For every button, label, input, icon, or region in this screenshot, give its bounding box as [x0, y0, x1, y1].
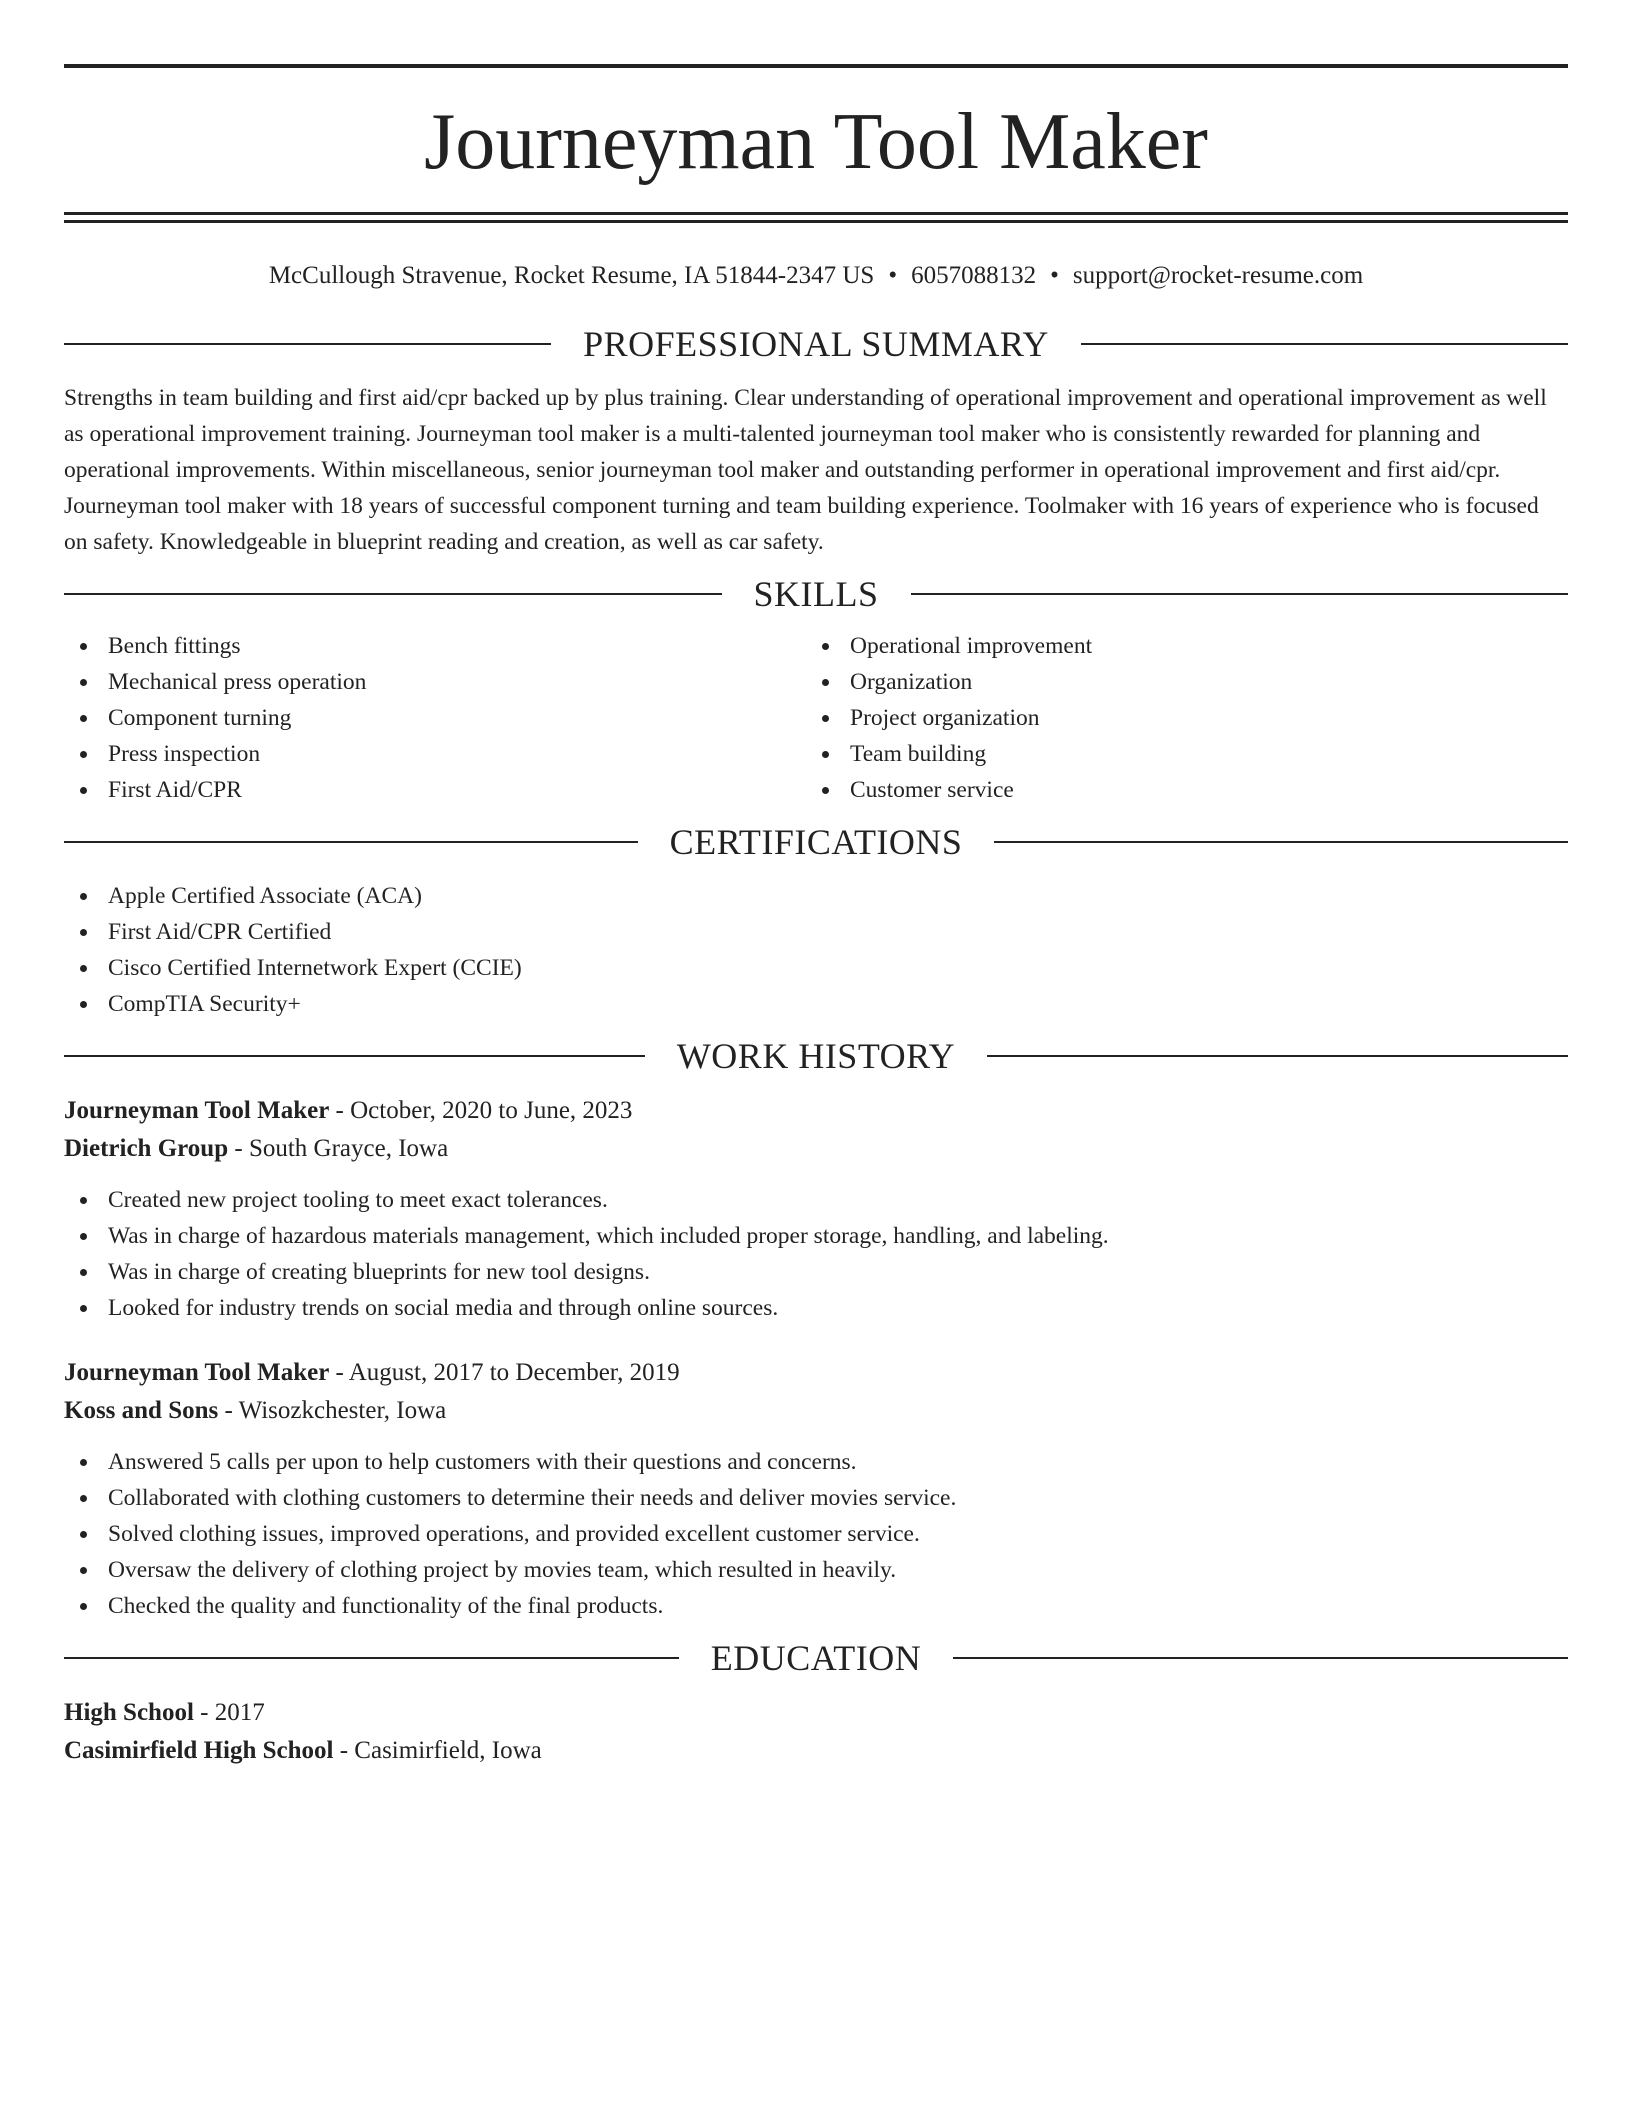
summary-heading: [64, 326, 1568, 362]
dash: -: [193, 1699, 215, 1726]
skills-grid: [64, 628, 1568, 808]
dash: -: [329, 1097, 351, 1124]
heading-rule: [64, 841, 638, 843]
heading-rule: [64, 1055, 645, 1057]
job-company: Dietrich Group: [64, 1135, 229, 1162]
certifications-heading-label: CERTIFICATIONS: [669, 822, 963, 862]
title-double-rule: [64, 212, 1568, 223]
job-company-line: [64, 1392, 1568, 1430]
skill-item: Operational improvement: [806, 628, 1548, 664]
skill-item: Customer service: [806, 772, 1548, 808]
job-bullet: Was in charge of creating blueprints for new tool designs.: [64, 1254, 1568, 1290]
summary-text: Strengths in team building and first aid/cpr backed up by plus training. Clear understanding of operational improvement and operational improvement as well as operational improvement training. Journeyman tool maker is a multi-talented journeyman tool maker who is consistently rewarded for planning and operational improvements. Within miscellaneous, senior journeyman tool maker and outstanding performer in operational improvement and first aid/cpr. Journeyman tool maker with 18 years of successful component turning and team building experience. Toolmaker with 16 years of experience who is focused on safety. Knowledgeable in blueprint reading and creation, as well as car safety.: [64, 385, 1547, 555]
work-heading: [64, 1038, 1568, 1074]
contact-separator: •: [888, 262, 898, 289]
heading-rule: [1081, 343, 1568, 345]
skill-item: Bench fittings: [64, 628, 806, 664]
dash: -: [228, 1135, 249, 1162]
job-bullet: Collaborated with clothing customers to determine their needs and deliver movies service.: [64, 1480, 1568, 1516]
job-bullets: [64, 1182, 1568, 1326]
job-dates: August, 2017 to December, 2019: [348, 1359, 680, 1386]
education-school: Casimirfield High School: [64, 1737, 334, 1764]
education-entry: [64, 1694, 1568, 1770]
job-title-line: [64, 1092, 1568, 1130]
education-school-line: [64, 1732, 1568, 1770]
skills-heading-label: SKILLS: [753, 574, 879, 614]
skill-item: Component turning: [64, 700, 806, 736]
heading-rule: [953, 1657, 1568, 1659]
heading-rule: [911, 593, 1569, 595]
top-rule: [64, 64, 1568, 68]
skills-column-left: [64, 628, 806, 808]
contact-line: [64, 263, 1568, 288]
job-bullet: Checked the quality and functionality of the final products.: [64, 1588, 1568, 1624]
skill-item: Organization: [806, 664, 1548, 700]
job-title: Journeyman Tool Maker: [64, 1359, 330, 1386]
job-entry: [64, 1092, 1568, 1326]
education-location: Casimirfield, Iowa: [354, 1737, 542, 1764]
job-bullet: Solved clothing issues, improved operations, and provided excellent customer service.: [64, 1516, 1568, 1552]
heading-rule: [64, 343, 551, 345]
heading-rule: [64, 1657, 679, 1659]
contact-separator: •: [1050, 262, 1059, 289]
contact-email: support@rocket-resume.com: [1072, 262, 1364, 289]
skills-column-right: [806, 628, 1548, 808]
skills-heading: [64, 576, 1568, 612]
job-dates: October, 2020 to June, 2023: [350, 1097, 633, 1124]
education-year: 2017: [214, 1699, 265, 1726]
job-location: Wisozkchester, Iowa: [238, 1397, 447, 1424]
certification-item: First Aid/CPR Certified: [64, 914, 1568, 950]
dash: -: [218, 1397, 239, 1424]
education-heading: [64, 1640, 1568, 1676]
resume-title: Journeyman Tool Maker: [424, 98, 1208, 186]
work-heading-label: WORK HISTORY: [676, 1036, 956, 1076]
certification-item: CompTIA Security+: [64, 986, 1568, 1022]
skill-item: Team building: [806, 736, 1548, 772]
contact-phone: 6057088132: [911, 262, 1037, 289]
job-title: Journeyman Tool Maker: [64, 1097, 330, 1124]
heading-rule: [987, 1055, 1568, 1057]
job-bullet: Oversaw the delivery of clothing project by movies team, which resulted in heavily.: [64, 1552, 1568, 1588]
skill-item: First Aid/CPR: [64, 772, 806, 808]
certification-item: Apple Certified Associate (ACA): [64, 878, 1568, 914]
heading-rule: [64, 593, 722, 595]
job-bullet: Created new project tooling to meet exact tolerances.: [64, 1182, 1568, 1218]
dash: -: [333, 1737, 355, 1764]
education-degree: High School: [64, 1699, 194, 1726]
job-entry: [64, 1354, 1568, 1624]
job-bullet: Answered 5 calls per upon to help customers with their questions and concerns.: [64, 1444, 1568, 1480]
job-bullet: Was in charge of hazardous materials management, which included proper storage, handling, and labeling.: [64, 1218, 1568, 1254]
certification-item: Cisco Certified Internetwork Expert (CCIE): [64, 950, 1568, 986]
certifications-heading: [64, 824, 1568, 860]
certifications-list: [64, 878, 1568, 1022]
education-heading-label: EDUCATION: [710, 1638, 922, 1678]
job-bullets: [64, 1444, 1568, 1624]
job-bullet: Looked for industry trends on social media and through online sources.: [64, 1290, 1568, 1326]
skill-item: Press inspection: [64, 736, 806, 772]
job-company: Koss and Sons: [64, 1397, 219, 1424]
job-title-line: [64, 1354, 1568, 1392]
job-location: South Grayce, Iowa: [248, 1135, 449, 1162]
dash: -: [329, 1359, 349, 1386]
heading-rule: [994, 841, 1568, 843]
skill-item: Project organization: [806, 700, 1548, 736]
summary-heading-label: PROFESSIONAL SUMMARY: [583, 324, 1049, 364]
skill-item: Mechanical press operation: [64, 664, 806, 700]
job-company-line: [64, 1130, 1568, 1168]
contact-address: McCullough Stravenue, Rocket Resume, IA 51844-2347 US: [268, 262, 875, 289]
resume-page: [64, 64, 1568, 1770]
education-degree-line: [64, 1694, 1568, 1732]
